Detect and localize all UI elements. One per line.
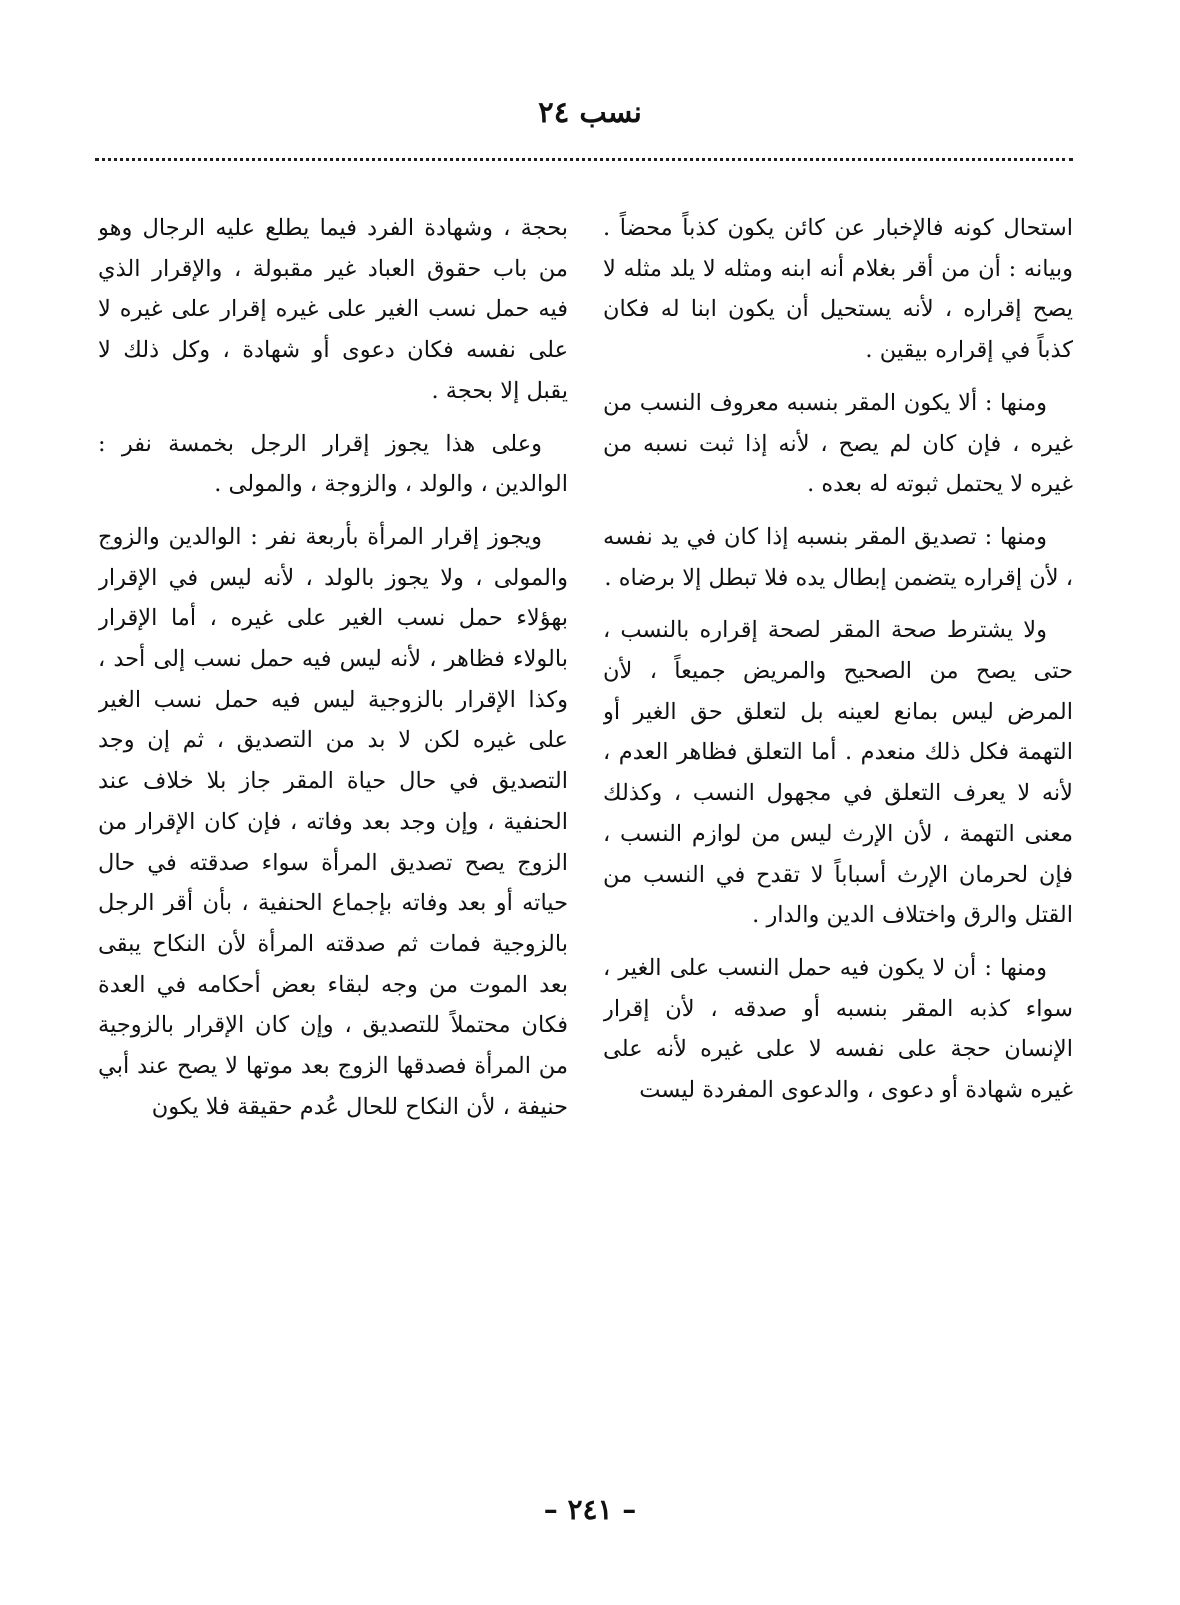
paragraph: استحال كونه فالإخبار عن كائن يكون كذباً محضاً . وبيانه : أن من أقر بغلام أنه ابنه ومثله لا يلد مثله لا يصح إقراره ، لأنه يستحيل أن يكون ابنا له فكان كذباً في إقراره بيقين . bbox=[603, 215, 1073, 364]
paragraph: بحجة ، وشهادة الفرد فيما يطلع عليه الرجال وهو من باب حقوق العباد غير مقبولة ، والإقرار الذي فيه حمل نسب الغير على غيره إقرار على غيره لا على نفسه فكان دعوى أو شهادة ، وكل ذلك لا يقبل إلا بحجة . bbox=[98, 215, 568, 404]
page-number: – ٢٤١ – bbox=[543, 1493, 637, 1526]
dotted-separator bbox=[95, 158, 1073, 161]
left-column bbox=[98, 208, 568, 1428]
paragraph: ولا يشترط صحة المقر لصحة إقراره بالنسب ، حتى يصح من الصحيح والمريض جميعاً ، لأن المرض ليس بمانع لعينه بل لتعلق حق الغير أو التهمة فكل ذلك منعدم . أما التعلق فظاهر العدم ، لأنه لا يعرف التعلق في مجهول النسب ، وكذلك معنى التهمة ، لأن الإرث ليس من لوازم النسب ، فإن لحرمان الإرث أسباباً لا تقدح في النسب من القتل والرق واختلاف الدين والدار . bbox=[603, 617, 1073, 929]
paragraph: ومنها : ألا يكون المقر بنسبه معروف النسب من غيره ، فإن كان لم يصح ، لأنه إذا ثبت نسبه من غيره لا يحتمل ثبوته له بعده . bbox=[603, 389, 1073, 498]
paragraph: ومنها : تصديق المقر بنسبه إذا كان في يد نفسه ، لأن إقراره يتضمن إبطال يده فلا تبطل إلا برضاه . bbox=[603, 523, 1073, 591]
right-column bbox=[603, 208, 1073, 1428]
running-header: نسب ٢٤ bbox=[538, 95, 642, 129]
paragraph: ومنها : أن لا يكون فيه حمل النسب على الغير ، سواء كذبه المقر بنسبه أو صدقه ، لأن إقرار الإنسان حجة على نفسه لا على غيره لأنه على غيره شهادة أو دعوى ، والدعوى المفردة ليست bbox=[603, 954, 1073, 1104]
paragraph: ويجوز إقرار المرأة بأربعة نفر : الوالدين والزوج والمولى ، ولا يجوز بالولد ، لأنه ليس في الإقرار بهؤلاء حمل نسب الغير على غيره ، أما الإقرار بالولاء فظاهر ، لأنه ليس فيه حمل نسب إلى أحد ، وكذا الإقرار بالزوجية ليس فيه حمل نسب الغير على غيره لكن لا بد من التصديق ، ثم إن وجد التصديق في حال حياة المقر جاز بلا خلاف عند الحنفية ، وإن وجد بعد وفاته ، فإن كان الإقرار من الزوج يصح تصديق المرأة سواء صدقته في حال حياته أو بعد وفاته بإجماع الحنفية ، بأن أقر الرجل بالزوجية فمات ثم صدقته المرأة لأن النكاح يبقى بعد الموت من وجه لبقاء بعض أحكامه في العدة فكان محتملاً للتصديق ، وإن كان الإقرار بالزوجية من المرأة فصدقها الزوج بعد موتها لا يصح عند أبي حنيفة ، لأن النكاح للحال عُدم حقيقة فلا يكون bbox=[98, 523, 568, 1120]
paragraph: وعلى هذا يجوز إقرار الرجل بخمسة نفر : الوالدين ، والولد ، والزوجة ، والمولى . bbox=[98, 430, 568, 498]
